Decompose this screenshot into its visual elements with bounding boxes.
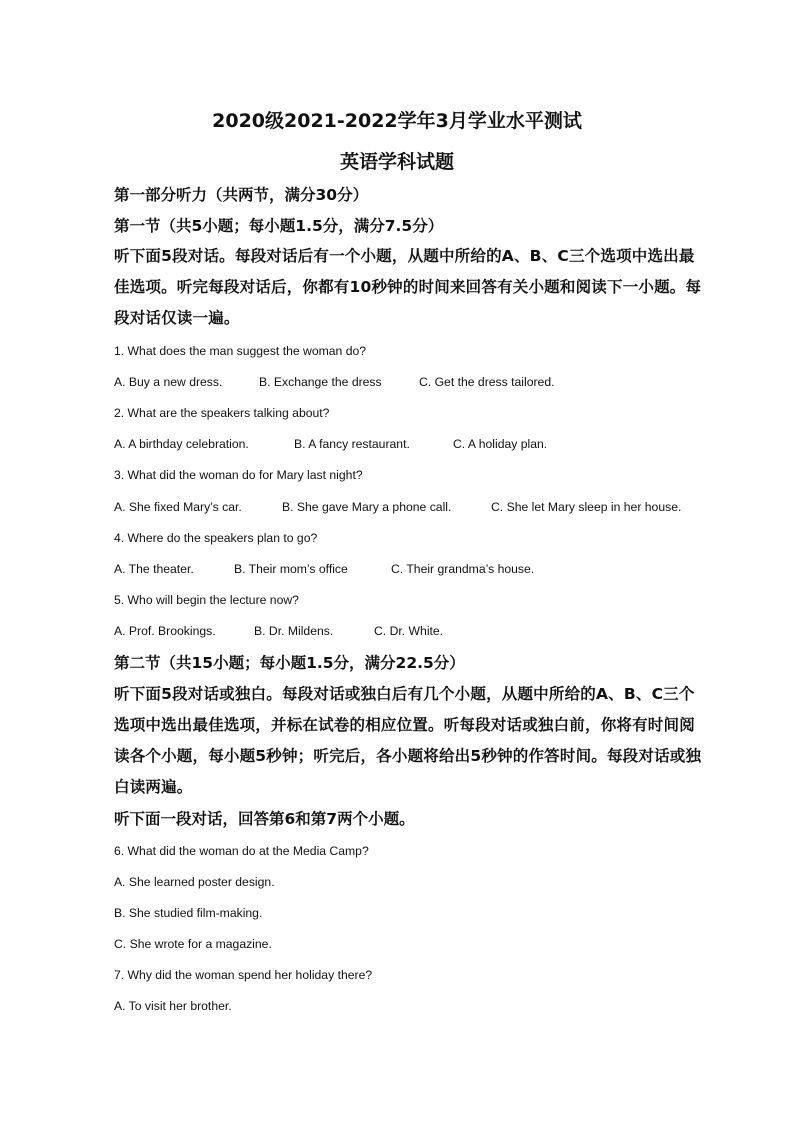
- q3-option-c: C. She let Mary sleep in her house.: [491, 500, 682, 514]
- q4-option-a: A. The theater.: [114, 562, 194, 576]
- question-4: 4. Where do the speakers plan to go?: [114, 531, 318, 545]
- q3-option-a: A. She fixed Mary’s car.: [114, 500, 242, 514]
- q1-option-c: C. Get the dress tailored.: [419, 375, 555, 389]
- q2-option-a: A. A birthday celebration.: [114, 437, 249, 451]
- q6-option-c: C. She wrote for a magazine.: [114, 937, 272, 951]
- section2-heading: 第二节（共15小题；每小题1.5分，满分22.5分）: [114, 654, 465, 672]
- q7-option-a: A. To visit her brother.: [114, 999, 232, 1013]
- q5-option-c: C. Dr. White.: [374, 624, 444, 638]
- question-7: 7. Why did the woman spend her holiday there?: [114, 968, 373, 982]
- exam-title: 2020级2021-2022学年3月学业水平测试: [212, 110, 582, 132]
- q5-option-b: B. Dr. Mildens.: [254, 624, 334, 638]
- question-1: 1. What does the man suggest the woman do?: [114, 344, 367, 358]
- q2-option-b: B. A fancy restaurant.: [294, 437, 410, 451]
- q6-option-a: A. She learned poster design.: [114, 875, 275, 889]
- question-3: 3. What did the woman do for Mary last night?: [114, 468, 363, 482]
- q2-option-c: C. A holiday plan.: [453, 437, 548, 451]
- section1-instructions: 听下面5段对话。每段对话后有一个小题，从题中所给的A、B、C三个选项中选出最佳选项。听完每段对话后，你都有10秒钟的时间来回答有关小题和阅读下一小题。每段对话仅读一遍。: [114, 247, 702, 327]
- q4-option-c: C. Their grandma’s house.: [391, 562, 535, 576]
- q4-option-b: B. Their mom’s office: [234, 562, 348, 576]
- q1-option-b: B. Exchange the dress: [259, 375, 382, 389]
- q6-option-b: B. She studied film-making.: [114, 906, 263, 920]
- q5-option-a: A. Prof. Brookings.: [114, 624, 216, 638]
- section2-instructions: 听下面5段对话或独白。每段对话或独白后有几个小题，从题中所给的A、B、C三个选项中选出最佳选项，并标在试卷的相应位置。听每段对话或独白前，你将有时间阅读各个小题，每小题5秒钟；听完后，各小题将给出5秒钟的作答时间。每段对话或独白读两遍。: [114, 685, 702, 796]
- section1-heading: 第一节（共5小题；每小题1.5分，满分7.5分）: [114, 217, 444, 235]
- q1-option-a: A. Buy a new dress.: [114, 375, 223, 389]
- question-5: 5. Who will begin the lecture now?: [114, 593, 299, 607]
- exam-subtitle: 英语学科试题: [339, 151, 454, 173]
- part1-heading: 第一部分听力（共两节，满分30分）: [114, 186, 369, 204]
- question-6: 6. What did the woman do at the Media Camp?: [114, 844, 369, 858]
- question-2: 2. What are the speakers talking about?: [114, 406, 330, 420]
- dialog-intro: 听下面一段对话，回答第6和第7两个小题。: [114, 810, 415, 828]
- q3-option-b: B. She gave Mary a phone call.: [282, 500, 452, 514]
